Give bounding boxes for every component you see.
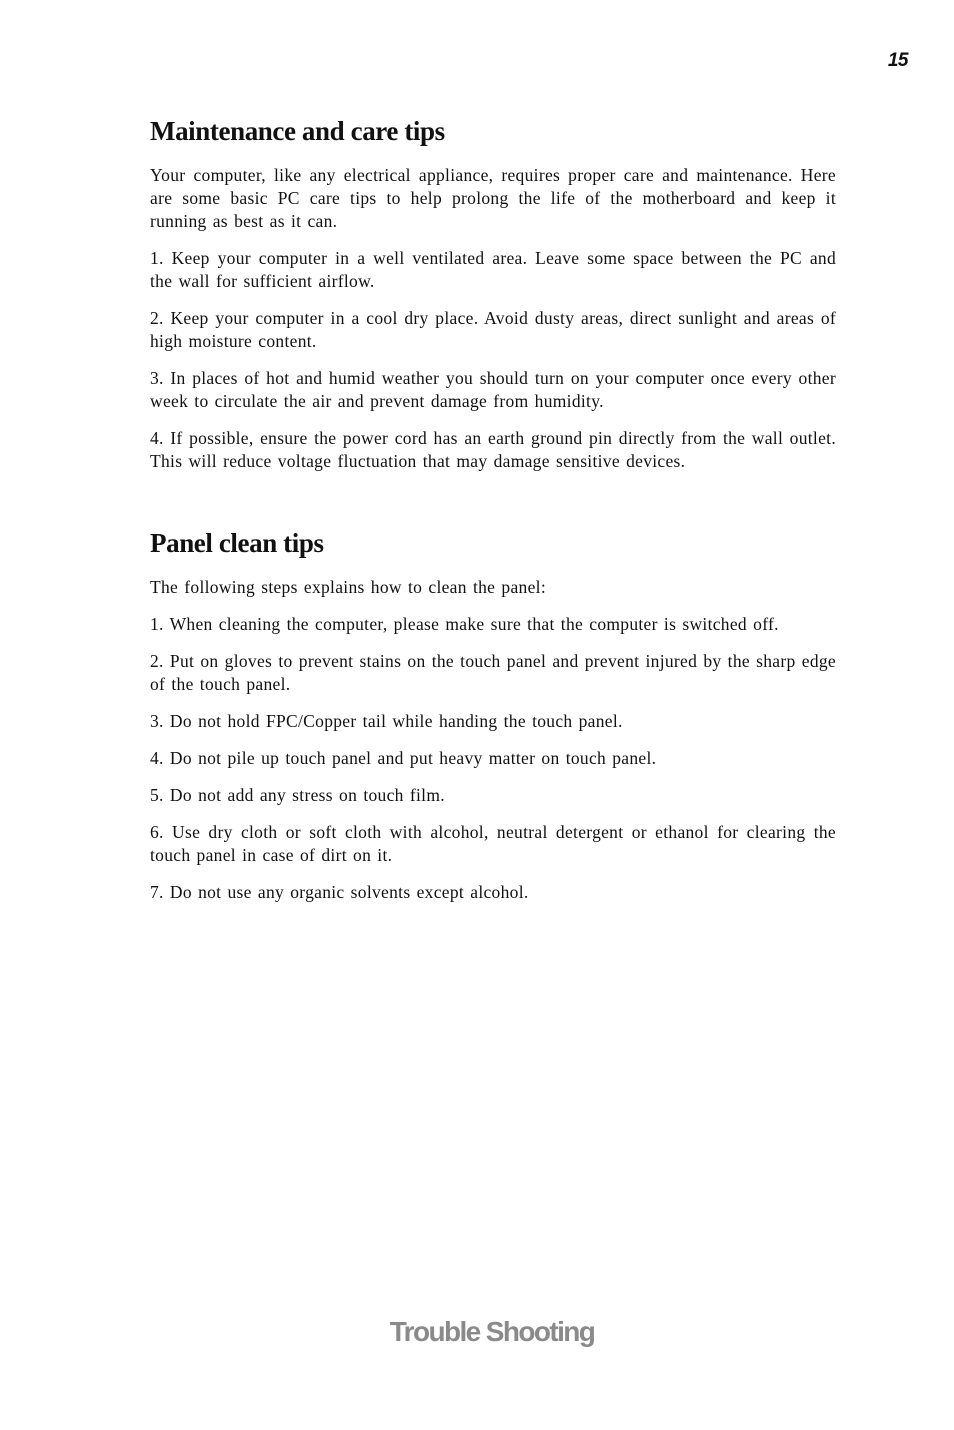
maintenance-tip: 2. Keep your computer in a cool dry place. Avoid dusty areas, direct sunlight and areas of high moisture content.	[150, 308, 836, 351]
chapter-footer-title: Trouble Shooting	[389, 1316, 595, 1347]
page-number: 15	[887, 50, 908, 71]
panel-clean-step: 1. When cleaning the computer, please make sure that the computer is switched off.	[150, 614, 779, 634]
maintenance-intro: Your computer, like any electrical appliance, requires proper care and maintenance. Here are some basic PC care tips to help prolong the life of the motherboard and keep it running as best as it can.	[150, 165, 836, 231]
panel-clean-intro: The following steps explains how to clean the panel:	[150, 577, 546, 597]
panel-clean-step: 2. Put on gloves to prevent stains on the touch panel and prevent injured by the sharp edge of the touch panel.	[150, 651, 836, 694]
panel-clean-step: 5. Do not add any stress on touch film.	[150, 785, 445, 805]
panel-clean-step: 4. Do not pile up touch panel and put heavy matter on touch panel.	[150, 748, 657, 768]
panel-clean-step: 7. Do not use any organic solvents except alcohol.	[150, 882, 529, 902]
maintenance-tip: 3. In places of hot and humid weather you should turn on your computer once every other week to circulate the air and prevent damage from humidity.	[150, 368, 836, 411]
document-body	[150, 112, 836, 918]
maintenance-tip: 4. If possible, ensure the power cord has an earth ground pin directly from the wall outlet. This will reduce voltage fluctuation that may damage sensitive devices.	[150, 428, 836, 471]
maintenance-tip: 1. Keep your computer in a well ventilated area. Leave some space between the PC and the wall for sufficient airflow.	[150, 248, 836, 291]
maintenance-section	[150, 112, 836, 473]
panel-clean-step: 6. Use dry cloth or soft cloth with alcohol, neutral detergent or ethanol for clearing the touch panel in case of dirt on it.	[150, 822, 836, 865]
panel-clean-step: 3. Do not hold FPC/Copper tail while handing the touch panel.	[150, 711, 623, 731]
panel-clean-heading: Panel clean tips	[150, 528, 324, 558]
maintenance-heading: Maintenance and care tips	[150, 116, 445, 146]
panel-clean-section	[150, 524, 836, 904]
